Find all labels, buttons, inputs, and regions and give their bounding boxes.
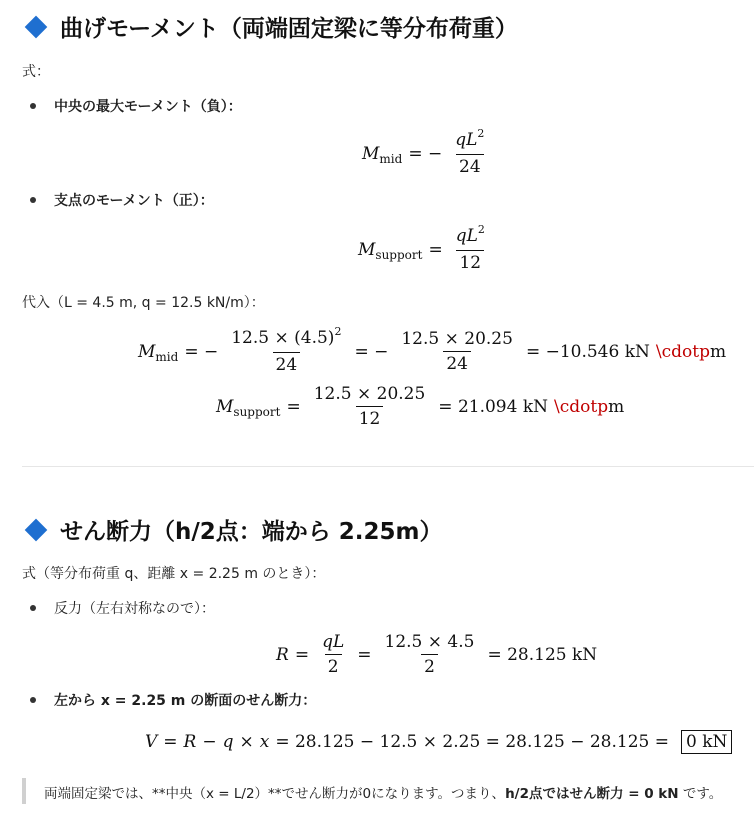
- section-heading-shear: [22, 513, 443, 546]
- equation-mid-moment: M mid = − $\frac{qL^2}{24}$: [362, 130, 491, 177]
- calculation-support-moment: M support = $\frac{12.5 \times 20.25}{12}$ = 21.094 kN \cdotp m: [216, 384, 625, 429]
- fraction: $\frac{12.5 \times 20.25}{24}$: [401, 329, 513, 374]
- substitution-text: 代入（L = 4.5 m, q = 12.5 kN/m）：: [22, 295, 265, 311]
- bullet-mid-moment: [30, 96, 242, 116]
- blockquote-note: 両端固定梁では、**中央（x = L/2）**でせん断力が0になります。つまり、h/2点ではせん断力 = 0 kN です。: [44, 786, 723, 802]
- formula-intro: 式（等分布荷重 q、距離 x = 2.25 m のとき）：: [22, 566, 326, 582]
- equation-support-moment: M support = $\frac{qL^2}{12}$: [358, 226, 492, 273]
- section-title: せん断力（h/2点：端から 2.25m）: [60, 519, 443, 545]
- bullet-dot-icon: [30, 605, 36, 611]
- section-heading-moment: [22, 10, 518, 43]
- equation-reaction: R = $\frac{qL}{2}$ = $\frac{12.5 \times 4.5}{2}$ = 28.125 kN: [276, 632, 598, 677]
- shear-result-box: 0 kN: [681, 730, 732, 754]
- bullet-dot-icon: [30, 697, 36, 703]
- fraction: $\frac{12.5 \times 20.25}{12}$: [313, 384, 426, 429]
- calculation-mid-moment: M mid = − $\frac{12.5 \times (4.5)^2}{24}$ = − $\frac{12.5 \times 20.25}{24}$ = −10.546 kN \cdotp m: [138, 325, 727, 375]
- diamond-bullet-icon: [25, 15, 48, 38]
- fraction: $\frac{qL}{2}$: [322, 632, 345, 677]
- bullet-dot-icon: [30, 103, 36, 109]
- fraction: $\frac{12.5 \times (4.5)^2}{24}$: [231, 325, 342, 375]
- bullet-label: 支点のモーメント（正）：: [54, 193, 214, 209]
- fraction: $\frac{qL^2}{12}$: [455, 223, 485, 273]
- bullet-label: 左から x = 2.25 m の断面のせん断力：: [54, 693, 317, 709]
- bullet-support-moment: [30, 190, 214, 210]
- fraction: $\frac{qL^2}{24}$: [455, 127, 485, 177]
- render-error-text: \cdotp: [655, 341, 710, 362]
- bullet-label: 中央の最大モーメント（負）：: [54, 99, 242, 115]
- section-divider: [22, 466, 754, 467]
- bullet-label: 反力（左右対称なので）：: [54, 601, 215, 617]
- bullet-shear: [30, 690, 316, 710]
- bullet-dot-icon: [30, 197, 36, 203]
- section-title: 曲げモーメント（両端固定梁に等分布荷重）: [60, 16, 518, 42]
- equation-shear: V = R − q × x = 28.125 − 12.5 × 2.25 = 28.125 − 28.125 = 0 kN: [145, 730, 732, 754]
- fraction: $\frac{12.5 \times 4.5}{2}$: [384, 632, 475, 677]
- formula-intro: 式：: [22, 64, 50, 80]
- diamond-bullet-icon: [25, 518, 48, 541]
- bullet-reaction: [30, 598, 215, 618]
- blockquote-bar: [22, 778, 26, 804]
- render-error-text: \cdotp: [554, 396, 609, 417]
